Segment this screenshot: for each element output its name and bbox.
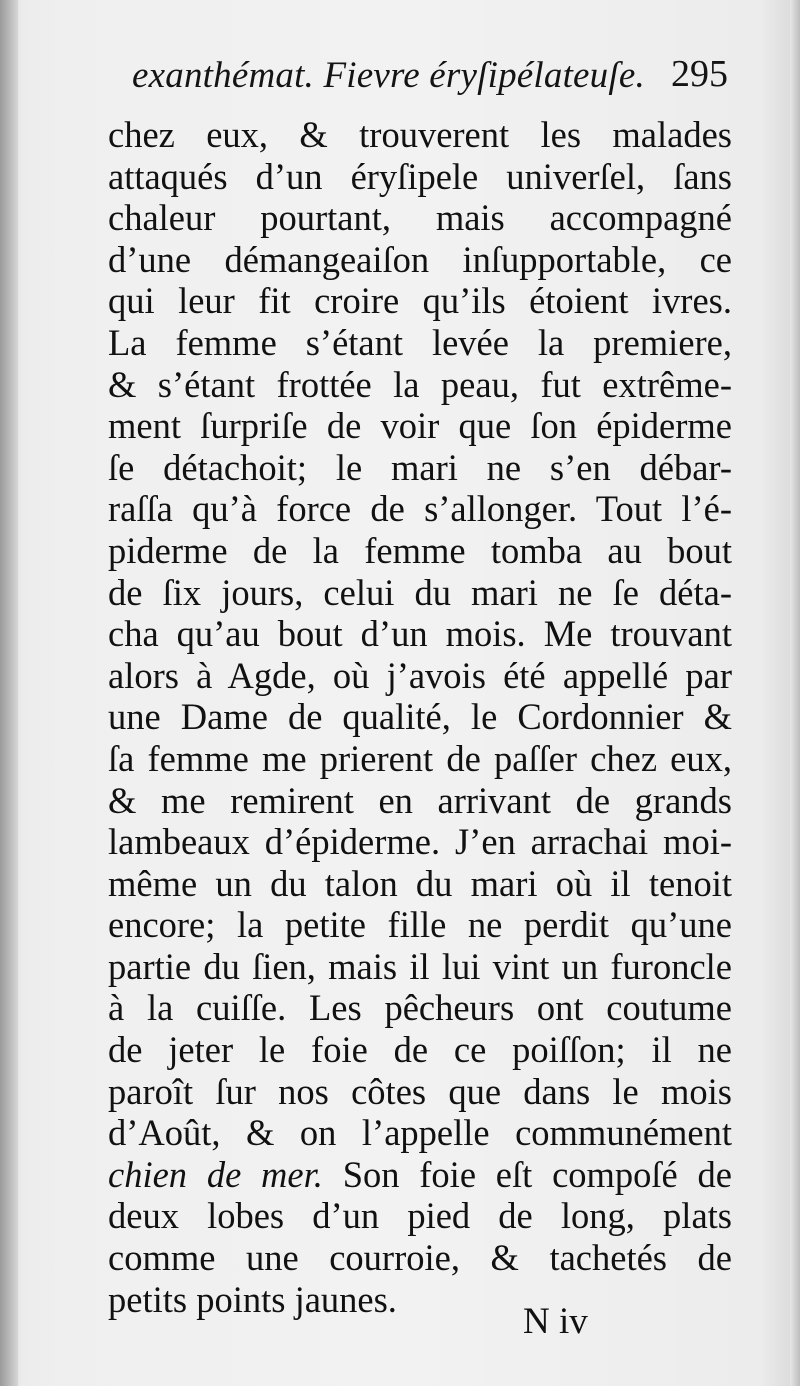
text-line: paroît ſur nos côtes que dans le mois bbox=[108, 1070, 732, 1112]
text-line: à la cuiſſe. Les pêcheurs ont coutume bbox=[108, 987, 732, 1029]
text-line: chez eux, & trouverent les malades bbox=[108, 114, 732, 155]
text-line: ment ſurpriſe de voir que ſon épiderme bbox=[108, 405, 732, 447]
text-line: de ſix jours, celui du mari ne ſe déta- bbox=[108, 571, 732, 613]
text-line: qui leur fit croire qu’ils étoient ivres. bbox=[108, 280, 732, 322]
text-line: de jeter le foie de ce poiſſon; il ne bbox=[108, 1029, 732, 1071]
running-head: exanthémat. Fievre éryſipélateuſe. bbox=[132, 55, 645, 96]
text-line: alors à Agde, où j’avois été appellé par bbox=[108, 654, 732, 696]
text-line: La femme s’étant levée la premiere, bbox=[108, 321, 732, 363]
body-text bbox=[108, 114, 732, 1320]
text-line: lambeaux d’épiderme. J’en arrachai moi- bbox=[108, 821, 732, 863]
text-line: partie du ſien, mais il lui vint un furoncle bbox=[108, 945, 732, 987]
page-header bbox=[132, 54, 742, 102]
text-line-rest: Son foie eſt compoſé de bbox=[322, 1153, 732, 1195]
italic-term: chien de mer. bbox=[108, 1153, 323, 1195]
text-line: ſe détachoit; le mari ne s’en débar- bbox=[108, 446, 732, 488]
text-line: deux lobes d’un pied de long, plats bbox=[108, 1195, 732, 1237]
text-line: ſa femme me prierent de paſſer chez eux, bbox=[108, 737, 732, 779]
text-line: chaleur pourtant, mais accompagné bbox=[108, 197, 732, 239]
text-line: & s’étant frottée la peau, fut extrême- bbox=[108, 363, 732, 405]
page-right-edge bbox=[790, 0, 800, 1386]
text-line bbox=[108, 1154, 732, 1196]
text-line: raſſa qu’à force de s’allonger. Tout l’é- bbox=[108, 488, 732, 530]
text-line: d’Août, & on l’appelle communément bbox=[108, 1112, 732, 1154]
text-line: une Dame de qualité, le Cordonnier & bbox=[108, 696, 732, 738]
text-line: piderme de la femme tomba au bout bbox=[108, 529, 732, 571]
text-line: petits points jaunes. bbox=[108, 1278, 397, 1320]
page-left-edge bbox=[0, 0, 18, 1386]
text-line: & me remirent en arrivant de grands bbox=[108, 779, 732, 821]
text-line: attaqués d’un éryſipele univerſel, ſans bbox=[108, 155, 732, 197]
text-line: encore; la petite fille ne perdit qu’une bbox=[108, 904, 732, 946]
text-line: comme une courroie, & tachetés de bbox=[108, 1237, 732, 1279]
text-line: d’une démangeaiſon inſupportable, ce bbox=[108, 238, 732, 280]
page-number: 295 bbox=[671, 53, 728, 95]
text-line: cha qu’au bout d’un mois. Me trouvant bbox=[108, 613, 732, 655]
text-line: même un du talon du mari où il tenoit bbox=[108, 862, 732, 904]
signature-mark: N iv bbox=[523, 1301, 588, 1342]
